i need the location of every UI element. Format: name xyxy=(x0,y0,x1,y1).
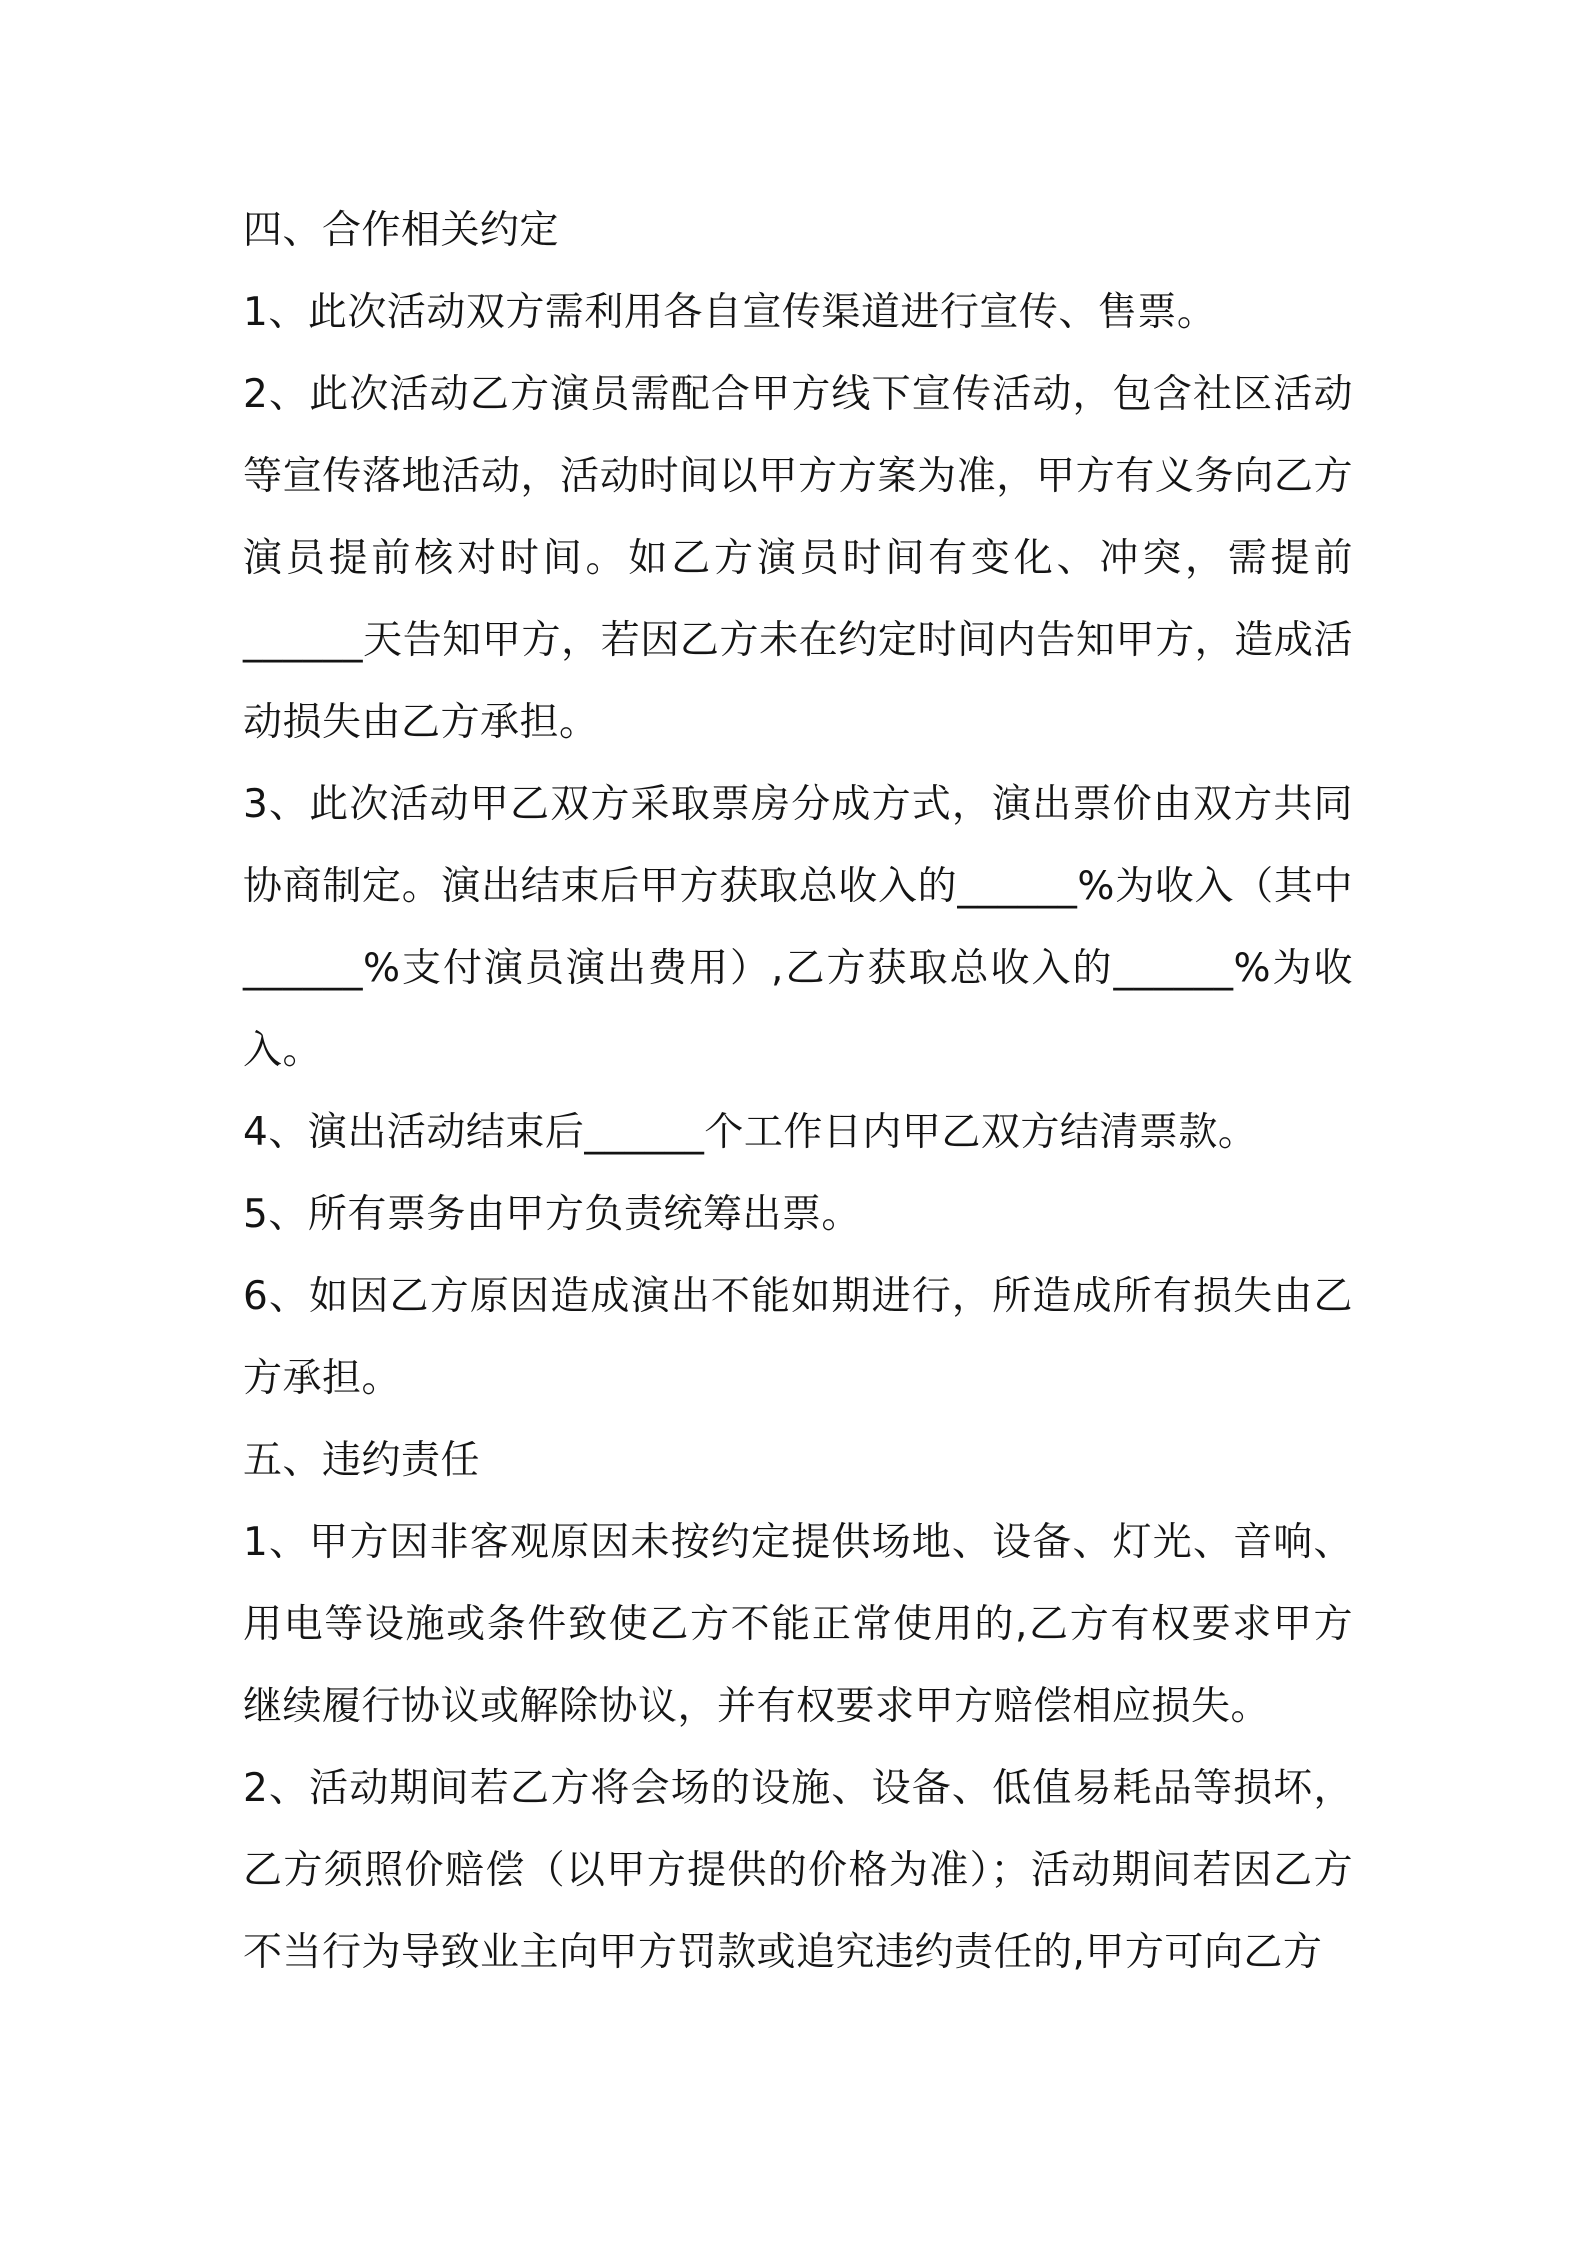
section-5-item-1: 1、甲方因非客观原因未按约定提供场地、设备、灯光、音响、用电等设施或条件致使乙方不能正常使用的,乙方有权要求甲方继续履行协议或解除协议，并有权要求甲方赔偿相应损失。 xyxy=(243,1520,1353,1729)
section-4-item-2: 2、此次活动乙方演员需配合甲方线下宣传活动，包含社区活动等宣传落地活动，活动时间以甲方方案为准，甲方有义务向乙方演员提前核对时间。如乙方演员时间有变化、冲突，需提前______天告知甲方，若因乙方未在约定时间内告知甲方，造成活动损失由乙方承担。 xyxy=(243,372,1353,745)
section-4-item-6: 6、如因乙方原因造成演出不能如期进行，所造成所有损失由乙方承担。 xyxy=(243,1274,1353,1401)
document-page xyxy=(243,190,1353,1994)
section-4-item-1: 1、此次活动双方需利用各自宣传渠道进行宣传、售票。 xyxy=(243,290,1217,335)
section-4-item-5: 5、所有票务由甲方负责统筹出票。 xyxy=(243,1192,861,1237)
section-5-heading: 五、违约责任 xyxy=(243,1438,481,1483)
section-4-heading: 四、合作相关约定 xyxy=(243,208,560,253)
section-4-item-3: 3、此次活动甲乙双方采取票房分成方式，演出票价由双方共同协商制定。演出结束后甲方获取总收入的______%为收入（其中______%支付演员演出费用）,乙方获取总收入的______%为收入。 xyxy=(243,782,1353,1073)
section-5-item-2: 2、活动期间若乙方将会场的设施、设备、低值易耗品等损坏，乙方须照价赔偿（以甲方提供的价格为准）；活动期间若因乙方不当行为导致业主向甲方罚款或追究违约责任的,甲方可向乙方 xyxy=(243,1766,1353,1975)
section-4-item-4: 4、演出活动结束后______个工作日内甲乙双方结清票款。 xyxy=(243,1110,1258,1155)
